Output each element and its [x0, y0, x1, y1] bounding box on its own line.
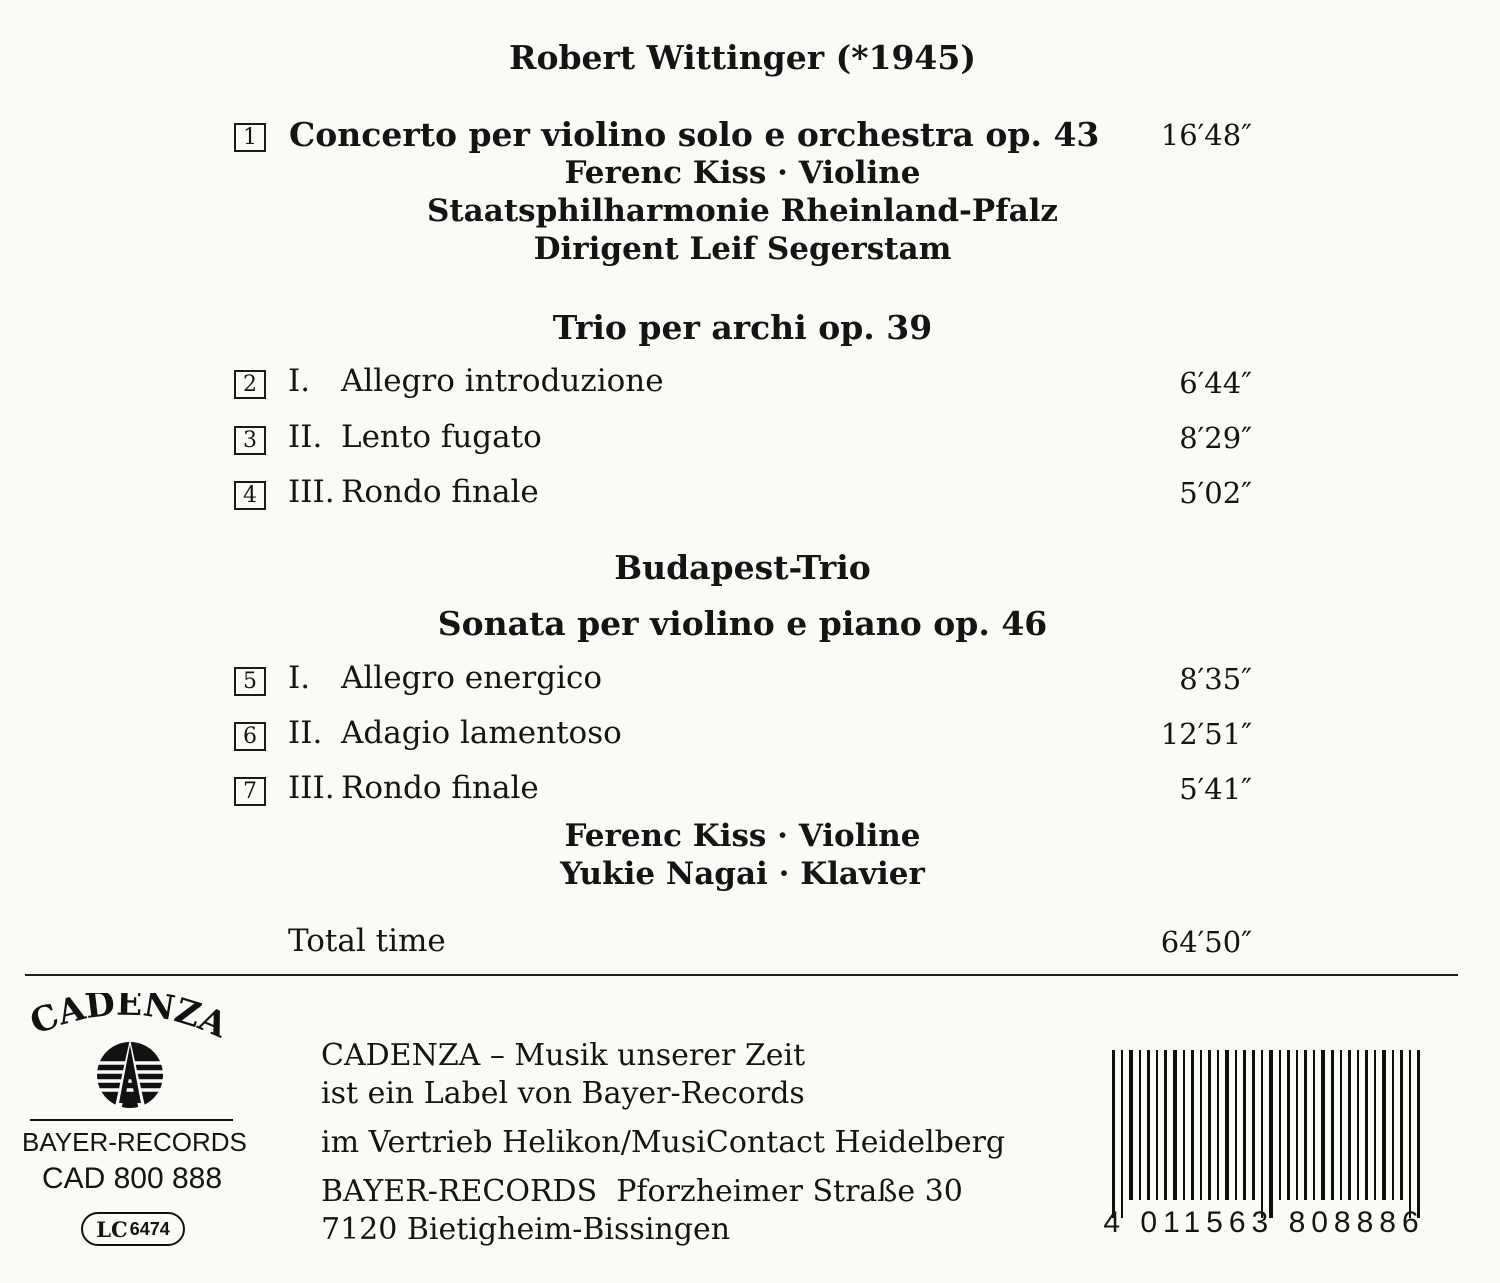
barcode-bar — [1252, 1050, 1255, 1200]
barcode-bar — [1243, 1050, 1246, 1200]
cadenza-logo-graphic — [28, 993, 238, 1113]
label-info-line-3: im Vertrieb Helikon/MusiContact Heidelberg — [321, 1125, 1006, 1160]
track-roman-5: I. — [288, 660, 311, 696]
track-duration-3: 8′29″ — [1179, 421, 1252, 455]
track-duration-5: 8′35″ — [1179, 662, 1252, 696]
concerto-orchestra: Staatsphilharmonie Rheinland-Pfalz — [426, 193, 1059, 229]
sonata-violinist: Ferenc Kiss · Violine — [564, 818, 921, 854]
barcode-bar — [1400, 1050, 1403, 1200]
barcode-bar — [1348, 1050, 1351, 1200]
lc-code: 6474 — [129, 1218, 170, 1239]
total-time-label: Total time — [288, 923, 446, 959]
barcode-bar — [1287, 1050, 1290, 1200]
label-info-line-1: CADENZA – Musik unserer Zeit — [321, 1038, 806, 1073]
track-title-7: Rondo finale — [341, 770, 539, 806]
barcode — [1103, 1050, 1455, 1239]
trio-title: Trio per archi op. 39 — [552, 308, 933, 347]
track-number-3: 3 — [234, 426, 266, 455]
barcode-bar — [1313, 1050, 1315, 1200]
track-title-2: Allegro introduzione — [341, 363, 664, 399]
logo-rule — [30, 1119, 233, 1121]
barcode-bar — [1409, 1050, 1411, 1218]
track-duration-4: 5′02″ — [1179, 476, 1252, 510]
barcode-bar — [1365, 1050, 1368, 1200]
barcode-bar — [1269, 1050, 1273, 1218]
barcode-bar — [1129, 1050, 1133, 1200]
barcode-bar — [1417, 1050, 1420, 1218]
barcode-bar — [1112, 1050, 1115, 1218]
barcode-bar — [1331, 1050, 1334, 1200]
barcode-bar — [1279, 1050, 1281, 1200]
label-info-line-4: BAYER-RECORDS Pforzheimer Straße 30 — [321, 1174, 963, 1209]
label-info-line-5: 7120 Bietigheim-Bissingen — [321, 1212, 731, 1247]
track-number-4: 4 — [234, 481, 266, 510]
separator-line — [25, 974, 1458, 976]
track-title-5: Allegro energico — [341, 660, 603, 696]
track-duration-7: 5′41″ — [1179, 772, 1252, 806]
track-duration-2: 6′44″ — [1179, 366, 1252, 400]
track-number-6: 6 — [234, 722, 266, 751]
logo-wordmark: CADENZA — [28, 993, 233, 1047]
barcode-bar — [1357, 1050, 1359, 1200]
track-number-1: 1 — [234, 123, 266, 152]
barcode-bar — [1208, 1050, 1211, 1200]
lc-mark: LC — [96, 1216, 128, 1242]
track-roman-2: I. — [288, 363, 311, 399]
concerto-conductor: Dirigent Leif Segerstam — [533, 231, 952, 267]
barcode-bar — [1183, 1050, 1185, 1200]
track-roman-4: III. — [288, 474, 335, 510]
track-title-3: Lento fugato — [341, 419, 542, 455]
barcode-bar — [1304, 1050, 1307, 1200]
track-number-2: 2 — [234, 370, 266, 399]
catalog-number: CAD 800 888 — [41, 1162, 223, 1195]
total-time-value: 64′50″ — [1160, 925, 1252, 959]
track-duration-6: 12′51″ — [1160, 717, 1252, 751]
barcode-bar — [1382, 1050, 1386, 1200]
track-duration-1: 16′48″ — [1160, 118, 1252, 152]
barcode-bar — [1164, 1050, 1167, 1200]
track-roman-6: II. — [288, 715, 323, 751]
trio-ensemble: Budapest-Trio — [614, 548, 871, 587]
label-code-badge — [81, 1212, 185, 1246]
barcode-bars — [1110, 1050, 1455, 1200]
track-roman-7: III. — [288, 770, 335, 806]
sonata-pianist: Yukie Nagai · Klavier — [560, 856, 925, 892]
track-title-6: Adagio lamentoso — [341, 715, 622, 751]
track-title-4: Rondo finale — [341, 474, 539, 510]
barcode-bar — [1340, 1050, 1342, 1200]
barcode-digits: 4 011563 808886 — [1103, 1206, 1425, 1239]
barcode-bar — [1200, 1050, 1202, 1200]
svg-text:CADENZA — [28, 993, 233, 1046]
label-company: BAYER-RECORDS — [22, 1127, 247, 1157]
barcode-bar — [1217, 1050, 1219, 1200]
barcode-bar — [1139, 1050, 1141, 1200]
barcode-bar — [1156, 1050, 1158, 1200]
barcode-bar — [1121, 1050, 1123, 1218]
barcode-bar — [1374, 1050, 1376, 1200]
track-number-5: 5 — [234, 667, 266, 696]
barcode-bar — [1321, 1050, 1325, 1200]
track-number-7: 7 — [234, 777, 266, 806]
barcode-bar — [1225, 1050, 1229, 1200]
barcode-bar — [1147, 1050, 1150, 1200]
barcode-bar — [1191, 1050, 1194, 1200]
barcode-bar — [1392, 1050, 1394, 1200]
barcode-bar — [1296, 1050, 1298, 1200]
barcode-bar — [1261, 1050, 1263, 1218]
composer-heading: Robert Wittinger (*1945) — [509, 38, 976, 77]
track-title-1: Concerto per violino solo e orchestra op. 43 — [289, 115, 1100, 154]
cadenza-logo — [28, 993, 238, 1113]
concerto-soloist: Ferenc Kiss · Violine — [564, 155, 921, 191]
track-roman-3: II. — [288, 419, 323, 455]
sonata-title: Sonata per violino e piano op. 46 — [437, 604, 1048, 643]
barcode-bar — [1173, 1050, 1177, 1200]
barcode-bar — [1235, 1050, 1237, 1200]
label-info-line-2: ist ein Label von Bayer-Records — [321, 1076, 805, 1111]
